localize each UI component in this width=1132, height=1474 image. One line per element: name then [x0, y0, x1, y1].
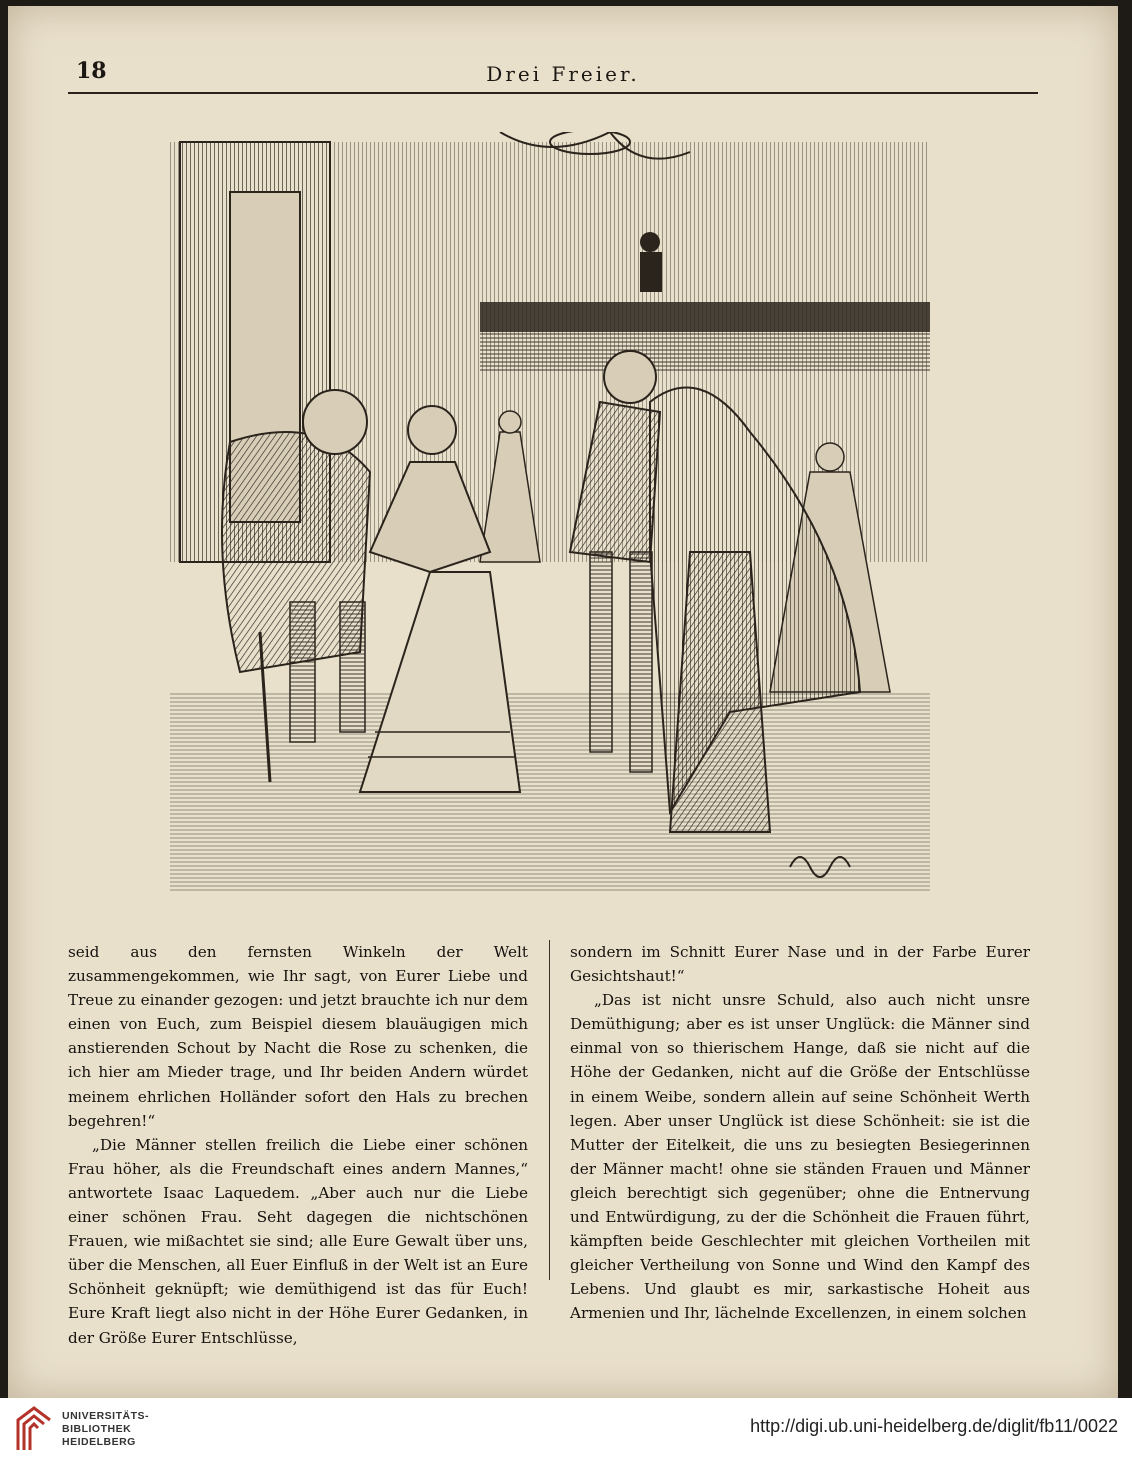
library-logo-icon: [14, 1404, 54, 1454]
source-url-link[interactable]: http://digi.ub.uni-heidelberg.de/diglit/fb11/0022: [750, 1416, 1118, 1436]
running-title: Drei Freier.: [486, 62, 640, 86]
library-name-line-2: BIBLIOTHEK: [62, 1423, 132, 1435]
library-name-line-1: UNIVERSITÄTS-: [62, 1410, 150, 1422]
right-text-column: [570, 940, 1030, 1326]
left-paragraph-1: seid aus den fernsten Winkeln der Welt zusammengekommen, wie Ihr sagt, von Eurer Liebe und Treue zu einander gezogen: und jetzt brauchte ich nur dem einen von Euch, zum Beispiel diesem blauäugigen mich anstierenden Schout by Nacht die Rose zu schenken, die ich hier am Mieder trage, und Ihr beiden Andern würdet meinem ehrlichen Holländer sofort den Hals zu brechen begehren!“: [68, 943, 528, 1130]
library-name-line-3: HEIDELBERG: [62, 1436, 136, 1448]
right-paragraph-2: „Das ist nicht unsre Schuld, also auch nicht unsre Demüthigung; aber es ist unser Unglück: die Männer sind einmal von so thierischem Hange, daß sie nicht auf die Höhe der Gedanken, nicht auf die Größe der Entschlüsse in einem Weibe, sondern allein auf seine Schönheit Werth legen. Aber unser Unglück ist diese Schönheit: sie ist die Mutter der Eitelkeit, die uns zu besiegten Besiegerinnen der Männer macht! ohne sie ständen Frauen und Männer gleich berechtigt sich gegenüber; ohne die Entnervung und Entwürdigung, zu der die Schönheit die Frauen führt, kämpften beide Geschlechter mit gleichen Vortheilen mit gleicher Vertheilung von Sonne und Wind den Kampf des Lebens. Und glaubt es mir, sarkastische Hoheit aus Armenien und Ihr, lächelnde Excellenzen, in einem solchen: [570, 991, 1030, 1323]
column-divider: [549, 940, 550, 1280]
page-number: 18: [76, 58, 107, 84]
library-name: [62, 1410, 149, 1449]
left-paragraph-2: „Die Männer stellen freilich die Liebe einer schönen Frau höher, als die Freundschaft eines andern Mannes,“ antwortete Isaac Laquedem. „Aber auch nur die Liebe einer schönen Frau. Seht dagegen die nichtschönen Frauen, wie mißachtet sie sind; alle Eure Gewalt über uns, über die Menschen, all Euer Einfluß in der Welt ist an Eure Schönheit geknüpft; wie demüthigend ist das für Euch! Eure Kraft liegt also nicht in der Höhe Eurer Gedanken, in der Größe Eurer Entschlüsse,: [68, 1135, 528, 1347]
header-rule: [68, 92, 1038, 94]
right-paragraph-1: sondern im Schnitt Eurer Nase und in der Farbe Eurer Gesichtshaut!“: [570, 943, 1030, 986]
engraving-illustration: [170, 132, 930, 892]
left-text-column: [68, 940, 528, 1350]
